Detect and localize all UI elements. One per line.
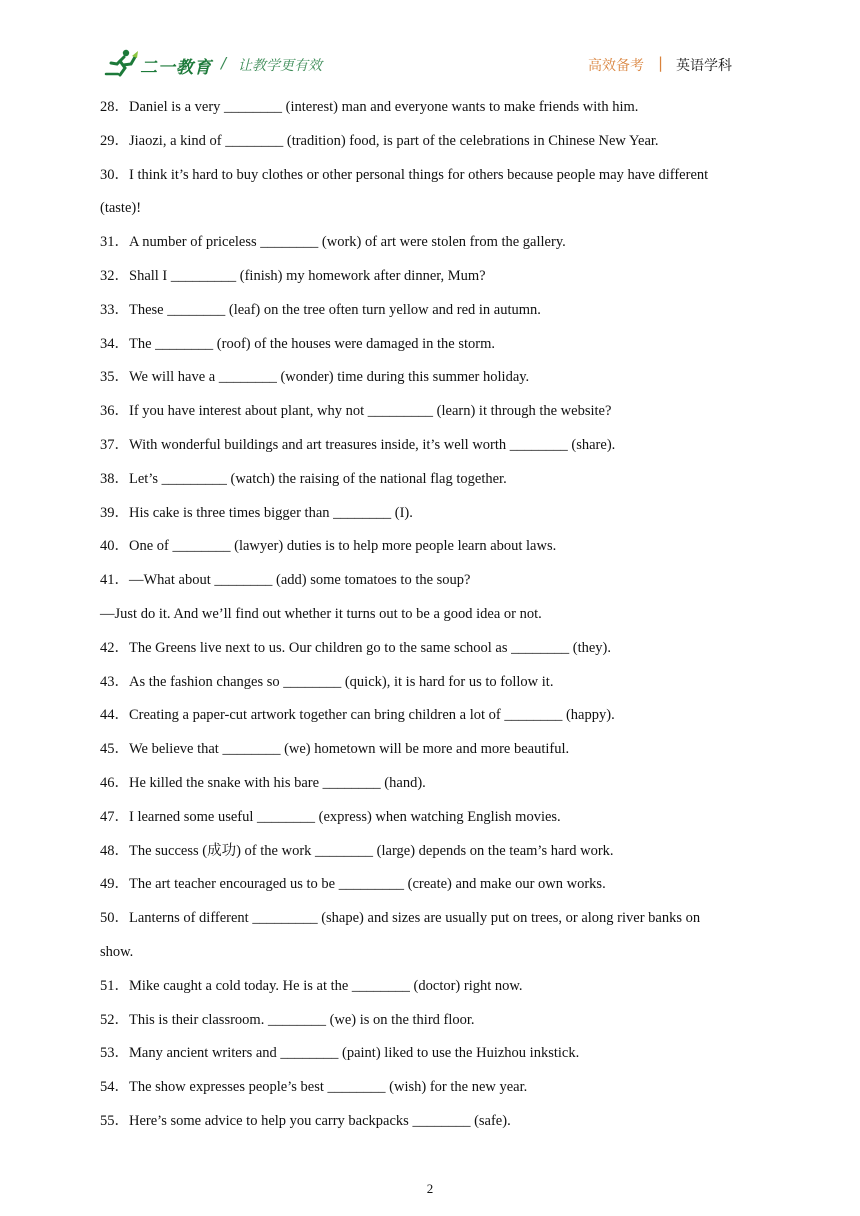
page-number: 2 xyxy=(426,1181,434,1196)
exercise-line: 46．He killed the snake with his bare ________ (hand). xyxy=(100,774,426,791)
exercise-line: 50．Lanterns of different _________ (shape) and sizes are usually put on trees, or along river banks on xyxy=(100,910,701,927)
exercise-line: (taste)! xyxy=(100,200,142,217)
exercise-line: 35．We will have a ________ (wonder) time during this summer holiday. xyxy=(100,369,530,386)
exercise-line: 45．We believe that ________ (we) hometown will be more and more beautiful. xyxy=(100,741,570,758)
exercise-line: 39．His cake is three times bigger than ________ (I). xyxy=(100,504,413,521)
exercise-line: 47．I learned some useful ________ (express) when watching English movies. xyxy=(100,808,561,825)
exercise-line: 30．I think it’s hard to buy clothes or other personal things for others because people may have different xyxy=(100,166,709,183)
exercise-line: 38．Let’s _________ (watch) the raising of the national flag together. xyxy=(100,470,507,487)
exercise-line: 36．If you have interest about plant, why not _________ (learn) it through the website? xyxy=(100,403,612,420)
exercise-line: 52．This is their classroom. ________ (we) is on the third floor. xyxy=(100,1011,475,1028)
exercise-line: 31．A number of priceless ________ (work) of art were stolen from the gallery. xyxy=(100,234,566,251)
exercise-line: 37．With wonderful buildings and art treasures inside, it’s well worth ________ (share). xyxy=(100,436,616,453)
page-header xyxy=(0,0,860,90)
exercise-line: 34．The ________ (roof) of the houses were damaged in the storm. xyxy=(100,335,496,352)
exercise-line: 40．One of ________ (lawyer) duties is to help more people learn about laws. xyxy=(100,538,557,555)
header-separator: | xyxy=(658,54,664,72)
header-subject: 英语学科 xyxy=(676,58,732,74)
logo-runner-icon xyxy=(104,48,140,78)
exercise-line: 55．Here’s some advice to help you carry backpacks ________ (safe). xyxy=(100,1112,511,1129)
exercise-list xyxy=(100,95,740,1143)
exercise-line: 32．Shall I _________ (finish) my homework after dinner, Mum? xyxy=(100,267,486,284)
exercise-line: 48．The success (成功) of the work ________ (large) depends on the team’s hard work. xyxy=(100,842,614,859)
exercise-line: 29．Jiaozi, a kind of ________ (tradition) food, is part of the celebrations in Chinese New Year. xyxy=(100,132,659,149)
exercise-line: 41．—What about ________ (add) some tomatoes to the soup? xyxy=(100,572,471,589)
exercise-line: 43．As the fashion changes so ________ (quick), it is hard for us to follow it. xyxy=(100,673,554,690)
exercise-line: show. xyxy=(100,943,134,960)
logo-text: 二一教育 xyxy=(140,58,212,78)
exercise-line: 33．These ________ (leaf) on the tree often turn yellow and red in autumn. xyxy=(100,301,541,318)
exercise-line: 28．Daniel is a very ________ (interest) man and everyone wants to make friends with him. xyxy=(100,99,639,115)
slogan: 让教学更有效 xyxy=(238,58,322,74)
exercise-line: 44．Creating a paper-cut artwork together can bring children a lot of ________ (happy). xyxy=(100,707,615,724)
exercise-line: 49．The art teacher encouraged us to be _________ (create) and make our own works. xyxy=(100,876,606,893)
exercise-line: 53．Many ancient writers and ________ (paint) liked to use the Huizhou inkstick. xyxy=(100,1045,580,1062)
slogan-separator: / xyxy=(221,54,227,72)
header-tag: 高效备考 xyxy=(588,58,644,74)
exercise-line: 42．The Greens live next to us. Our children go to the same school as ________ (they). xyxy=(100,639,612,656)
exercise-line: —Just do it. And we’ll find out whether it turns out to be a good idea or not. xyxy=(100,605,542,622)
exercise-line: 54．The show expresses people’s best ________ (wish) for the new year. xyxy=(100,1079,528,1096)
exercise-line: 51．Mike caught a cold today. He is at the ________ (doctor) right now. xyxy=(100,977,523,994)
